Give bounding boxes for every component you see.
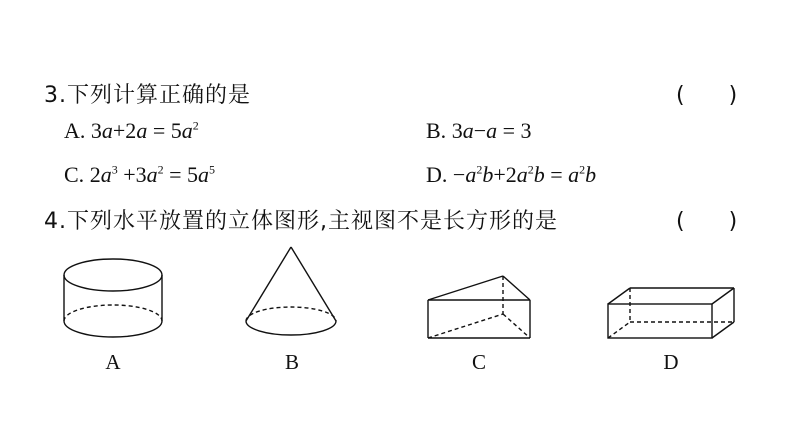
cylinder-figure[interactable] xyxy=(60,255,170,345)
option-3b-letter: B. xyxy=(426,118,447,143)
option-3d-letter: D. xyxy=(426,162,448,187)
question-3-answer-bracket: ( ) xyxy=(676,83,738,108)
option-3a-letter: A. xyxy=(64,118,86,143)
question-3-stem: 3.下列计算正确的是 xyxy=(44,83,251,108)
figure-label-c: C xyxy=(471,350,486,374)
rectangular-box-figure[interactable] xyxy=(604,284,740,344)
figure-label-b: B xyxy=(284,350,299,374)
cone-figure[interactable] xyxy=(242,243,342,343)
question-4-stem: 4.下列水平放置的立体图形,主视图不是长方形的是 xyxy=(44,209,558,234)
option-3b[interactable]: B. 3a−a = 3 xyxy=(426,118,532,143)
figure-label-a: A xyxy=(105,350,121,374)
option-3d[interactable]: D. $-a^2b+2a^2b = a^2b$ xyxy=(426,162,597,187)
option-3c-letter: C. xyxy=(64,162,85,187)
triangular-prism-figure[interactable] xyxy=(424,272,536,344)
option-3c[interactable]: C. $2a^3 +3a^2 = 5a^5$ xyxy=(64,162,216,187)
option-3a[interactable]: A. $3a+2a = 5a^2$ xyxy=(64,118,199,143)
question-4-answer-bracket: ( ) xyxy=(676,209,738,234)
figure-label-d: D xyxy=(663,350,679,374)
